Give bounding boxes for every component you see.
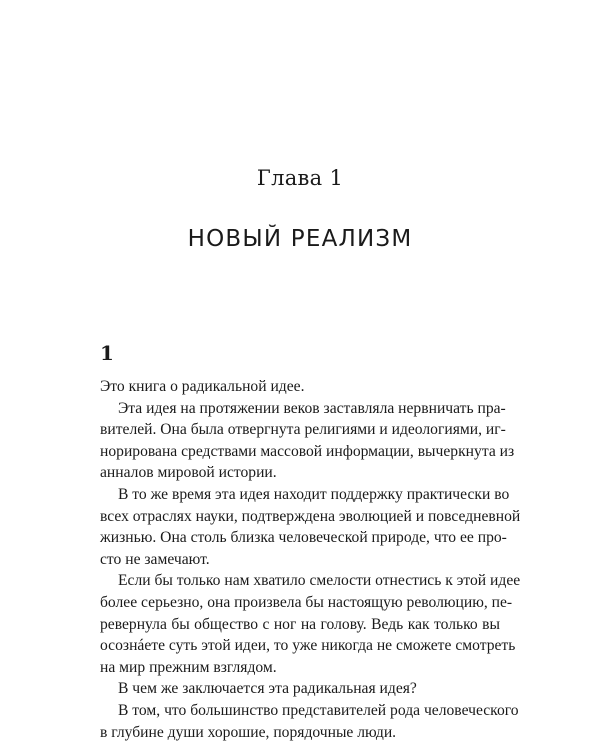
text-line: В то же время эта идея находит поддержку практически во <box>118 485 510 503</box>
text-line: анналов мировой истории. <box>100 464 277 482</box>
text-line: вителей. Она была отвергнута религиями и идеологиями, иг- <box>100 421 506 439</box>
text-line: ревернула бы общество с ног на голову. Ведь как только вы <box>100 615 500 633</box>
text-line: более серьезно, она произвела бы настоящую революцию, пе- <box>100 593 513 611</box>
text-line: на мир прежним взглядом. <box>100 658 277 676</box>
section-number: 1 <box>100 341 114 365</box>
text-line: Если бы только нам хватило смелости отнестись к этой идее <box>118 572 521 590</box>
text-line: Это книга о радикальной идее. <box>100 378 305 395</box>
text-line: всех отраслях науки, подтверждена эволюцией и повседневной <box>100 507 521 525</box>
body-text <box>100 376 521 743</box>
chapter-title: НОВЫЙ РЕАЛИЗМ <box>187 226 413 252</box>
text-line: осознáете суть этой идеи, то уже никогда не сможете смотреть <box>100 637 516 655</box>
text-line: Эта идея на протяжении веков заставляла нервничать пра- <box>118 399 506 417</box>
text-line: В чем же заключается эта радикальная идея? <box>118 680 417 698</box>
chapter-label: Глава 1 <box>256 166 344 190</box>
text-line: норирована средствами массовой информации, вычеркнута из <box>100 442 515 460</box>
text-line: сто не замечают. <box>100 550 210 568</box>
text-line: жизнью. Она столь близка человеческой природе, что ее про- <box>100 529 507 547</box>
text-line: В том, что большинство представителей рода человеческого <box>118 701 519 719</box>
text-line: в глубине души хорошие, порядочные люди. <box>100 723 397 741</box>
